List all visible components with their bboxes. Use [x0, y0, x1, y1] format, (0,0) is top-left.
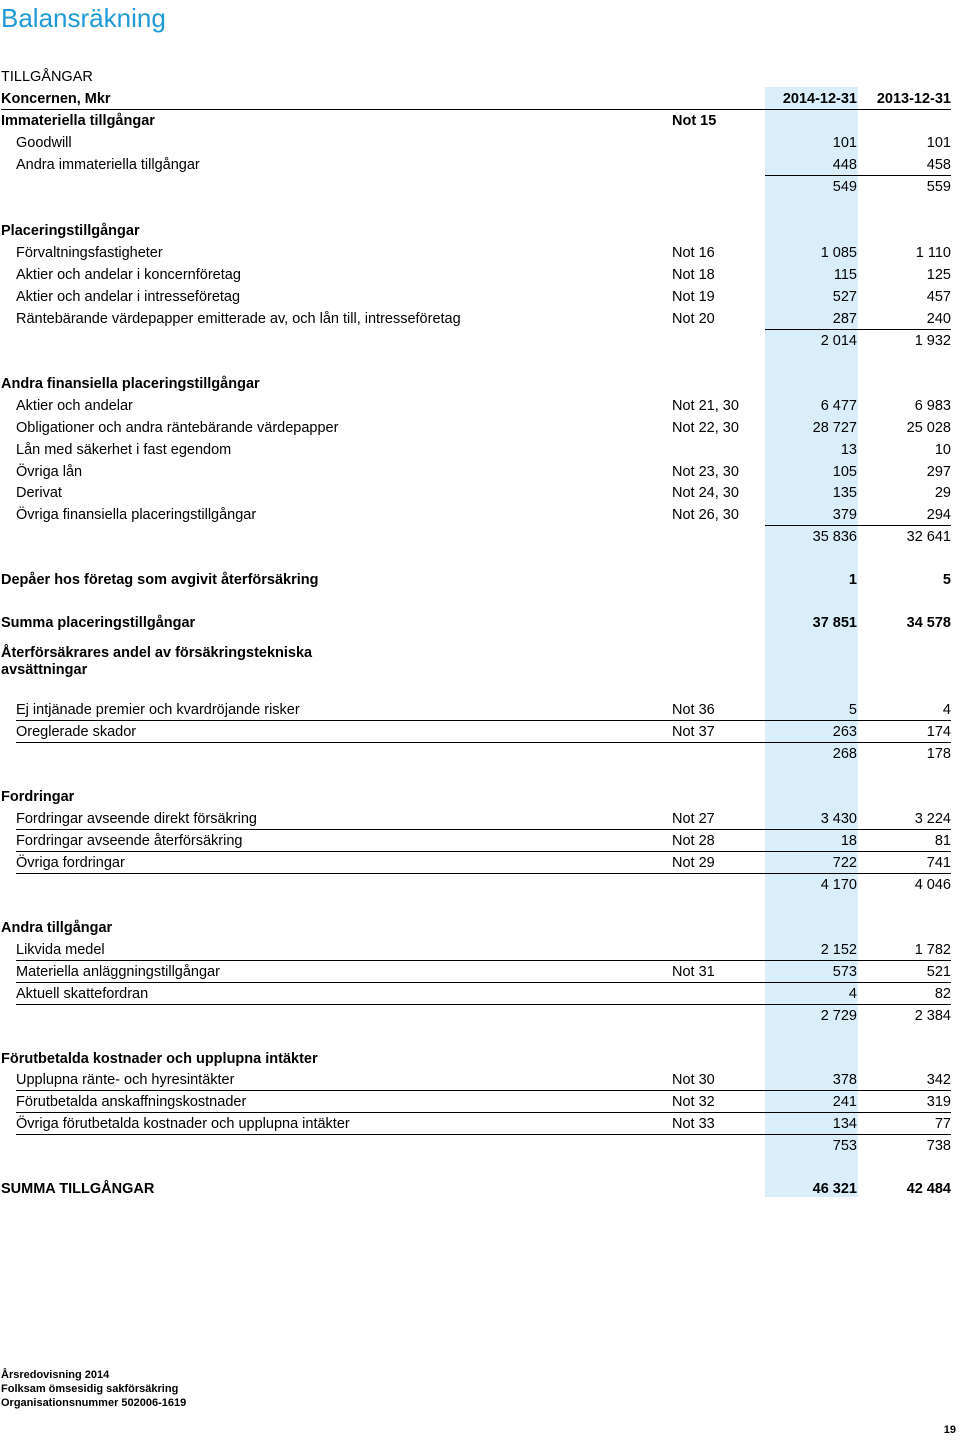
row-label: Räntebärande värdepapper emitterade av, och lån till, intresseföretag [16, 311, 461, 327]
value-2014: 1 085 [820, 245, 857, 261]
row-label: Övriga lån [16, 464, 83, 480]
page-title: Balansräkning [1, 3, 166, 33]
row-note: Not 30 [672, 1072, 715, 1088]
value-2013: 521 [926, 964, 951, 980]
value-2014: 287 [832, 311, 857, 327]
value-2014: 2 729 [820, 1008, 857, 1024]
table-row [0, 917, 960, 939]
table-row [0, 808, 960, 830]
row-label: Depåer hos företag som avgivit återförsäkring [1, 572, 319, 588]
value-2014: 4 170 [820, 877, 857, 893]
row-note: Not 32 [672, 1094, 715, 1110]
value-2013: 458 [926, 157, 951, 173]
value-2014: 37 851 [812, 615, 857, 631]
row-label: Immateriella tillgångar [1, 113, 155, 129]
table-row [0, 417, 960, 439]
value-2014: 1 [848, 572, 857, 588]
value-2014: 722 [832, 855, 857, 871]
subtotal-row [0, 176, 960, 198]
table-row [0, 641, 960, 681]
value-2013: 342 [926, 1072, 951, 1088]
row-label: Upplupna ränte- och hyresintäkter [16, 1072, 235, 1088]
row-label: Ej intjänade premier och kvardröjande risker [16, 702, 300, 718]
table-row [0, 721, 960, 743]
row-note: Not 19 [672, 289, 715, 305]
value-2013: 5 [942, 572, 951, 588]
row-label: Aktuell skattefordran [16, 986, 149, 1002]
row-label: Andra immateriella tillgångar [16, 157, 200, 173]
header-col-2014: 2014-12-31 [782, 91, 857, 107]
value-2014: 527 [832, 289, 857, 305]
value-2013: 42 484 [906, 1181, 951, 1197]
value-2013: 457 [926, 289, 951, 305]
row-note: Not 29 [672, 855, 715, 871]
value-2014: 105 [832, 464, 857, 480]
row-label: Aktier och andelar [16, 398, 133, 414]
table-row [0, 242, 960, 264]
table-row [0, 569, 960, 591]
table-header-row [0, 88, 960, 110]
row-label: Förutbetalda kostnader och upplupna intäkter [1, 1051, 318, 1067]
row-label: Lån med säkerhet i fast egendom [16, 442, 232, 458]
row-label: Övriga finansiella placeringstillgångar [16, 507, 257, 523]
table-row [0, 1113, 960, 1135]
row-label: Övriga fordringar [16, 855, 125, 871]
value-2013: 34 578 [906, 615, 951, 631]
table-row [0, 939, 960, 961]
table-row [0, 461, 960, 483]
value-2014: 4 [848, 986, 857, 1002]
row-note: Not 28 [672, 833, 715, 849]
row-label: SUMMA TILLGÅNGAR [1, 1181, 155, 1197]
row-label: Andra tillgångar [1, 920, 113, 936]
table-row [0, 220, 960, 242]
table-row [0, 264, 960, 286]
value-2014: 135 [832, 485, 857, 501]
value-2013: 10 [934, 442, 951, 458]
value-2013: 174 [926, 724, 951, 740]
footer-line: Folksam ömsesidig sakförsäkring [1, 1383, 179, 1395]
table-row [0, 1091, 960, 1113]
page-number: 19 [943, 1424, 956, 1436]
table-row [0, 612, 960, 634]
row-label: Likvida medel [16, 942, 105, 958]
row-note: Not 23, 30 [672, 464, 739, 480]
value-2014: 35 836 [812, 529, 857, 545]
value-2014: 263 [832, 724, 857, 740]
value-2014: 3 430 [820, 811, 857, 827]
table-row [0, 1048, 960, 1070]
row-label: Obligationer och andra räntebärande värdepapper [16, 420, 339, 436]
table-row [0, 830, 960, 852]
value-2013: 81 [934, 833, 951, 849]
table-row [0, 132, 960, 154]
row-note: Not 31 [672, 964, 715, 980]
row-note: Not 24, 30 [672, 485, 739, 501]
value-2013: 294 [926, 507, 951, 523]
table-row [0, 786, 960, 808]
row-label: Återförsäkrares andel av försäkringstekniska avsättningar [1, 645, 313, 678]
value-2014: 753 [832, 1138, 857, 1154]
table-row [0, 852, 960, 874]
value-2013: 559 [926, 179, 951, 195]
table-row [0, 395, 960, 417]
table-row [0, 439, 960, 461]
subtotal-row [0, 874, 960, 896]
row-note: Not 21, 30 [672, 398, 739, 414]
table-row [0, 110, 960, 132]
subtotal-row [0, 1005, 960, 1027]
row-label: Övriga förutbetalda kostnader och upplupna intäkter [16, 1116, 350, 1132]
value-2014: 101 [832, 135, 857, 151]
value-2013: 240 [926, 311, 951, 327]
value-2014: 379 [832, 507, 857, 523]
value-2013: 77 [934, 1116, 951, 1132]
row-label: Oreglerade skador [16, 724, 137, 740]
value-2013: 2 384 [914, 1008, 951, 1024]
table-row [0, 154, 960, 176]
value-2014: 6 477 [820, 398, 857, 414]
value-2013: 738 [926, 1138, 951, 1154]
value-2013: 82 [934, 986, 951, 1002]
table-row [0, 1178, 960, 1200]
row-label: Fordringar avseende direkt försäkring [16, 811, 257, 827]
row-note: Not 33 [672, 1116, 715, 1132]
table-row [0, 504, 960, 526]
row-note: Not 18 [672, 267, 715, 283]
row-note: Not 16 [672, 245, 715, 261]
value-2014: 28 727 [812, 420, 857, 436]
value-2013: 29 [934, 485, 951, 501]
row-label: Materiella anläggningstillgångar [16, 964, 220, 980]
table-row [0, 983, 960, 1005]
row-label: Andra finansiella placeringstillgångar [1, 376, 260, 392]
value-2014: 448 [832, 157, 857, 173]
subtotal-row [0, 1135, 960, 1157]
value-2014: 18 [840, 833, 857, 849]
row-label: Fordringar [1, 789, 75, 805]
value-2014: 378 [832, 1072, 857, 1088]
value-2013: 1 932 [914, 333, 951, 349]
row-note: Not 36 [672, 702, 715, 718]
footer [1, 1368, 186, 1410]
value-2013: 101 [926, 135, 951, 151]
value-2013: 25 028 [906, 420, 951, 436]
value-2013: 4 046 [914, 877, 951, 893]
section-title: TILLGÅNGAR [1, 69, 93, 85]
header-col-2013: 2013-12-31 [876, 91, 951, 107]
table-row [0, 373, 960, 395]
value-2013: 6 983 [914, 398, 951, 414]
value-2014: 241 [832, 1094, 857, 1110]
row-note: Not 26, 30 [672, 507, 739, 523]
value-2014: 46 321 [812, 1181, 857, 1197]
row-label: Placeringstillgångar [1, 223, 140, 239]
value-2013: 178 [926, 746, 951, 762]
value-2013: 1 782 [914, 942, 951, 958]
row-label: Förvaltningsfastigheter [16, 245, 163, 261]
value-2014: 134 [832, 1116, 857, 1132]
value-2014: 13 [840, 442, 857, 458]
value-2013: 319 [926, 1094, 951, 1110]
value-2013: 3 224 [914, 811, 951, 827]
table-row [0, 699, 960, 721]
row-note: Not 15 [672, 113, 717, 129]
subtotal-row [0, 743, 960, 765]
value-2014: 5 [848, 702, 857, 718]
table-row [0, 961, 960, 983]
row-note: Not 27 [672, 811, 715, 827]
value-2014: 573 [832, 964, 857, 980]
value-2013: 32 641 [906, 529, 951, 545]
value-2013: 1 110 [915, 245, 951, 261]
table-row [0, 1069, 960, 1091]
row-label: Fordringar avseende återförsäkring [16, 833, 243, 849]
footer-line: Organisationsnummer 502006-1619 [1, 1397, 187, 1409]
value-2014: 549 [832, 179, 857, 195]
row-label: Derivat [16, 485, 62, 501]
value-2014: 2 014 [820, 333, 857, 349]
row-label: Aktier och andelar i intresseföretag [16, 289, 241, 305]
value-2013: 4 [942, 702, 951, 718]
row-label: Summa placeringstillgångar [1, 615, 196, 631]
value-2013: 741 [926, 855, 951, 871]
value-2014: 268 [832, 746, 857, 762]
row-note: Not 20 [672, 311, 715, 327]
subtotal-row [0, 330, 960, 352]
row-label: Aktier och andelar i koncernföretag [16, 267, 241, 283]
table-row [0, 286, 960, 308]
row-note: Not 37 [672, 724, 715, 740]
value-2014: 2 152 [820, 942, 857, 958]
row-note: Not 22, 30 [672, 420, 739, 436]
subtotal-row [0, 526, 960, 548]
footer-line: Årsredovisning 2014 [1, 1369, 110, 1381]
table-row [0, 482, 960, 504]
value-2014: 115 [833, 267, 857, 283]
header-label: Koncernen, Mkr [1, 91, 111, 107]
value-2013: 125 [926, 267, 951, 283]
row-label: Förutbetalda anskaffningskostnader [16, 1094, 247, 1110]
row-label: Goodwill [16, 135, 72, 151]
value-2013: 297 [926, 464, 951, 480]
table-row [0, 308, 960, 330]
